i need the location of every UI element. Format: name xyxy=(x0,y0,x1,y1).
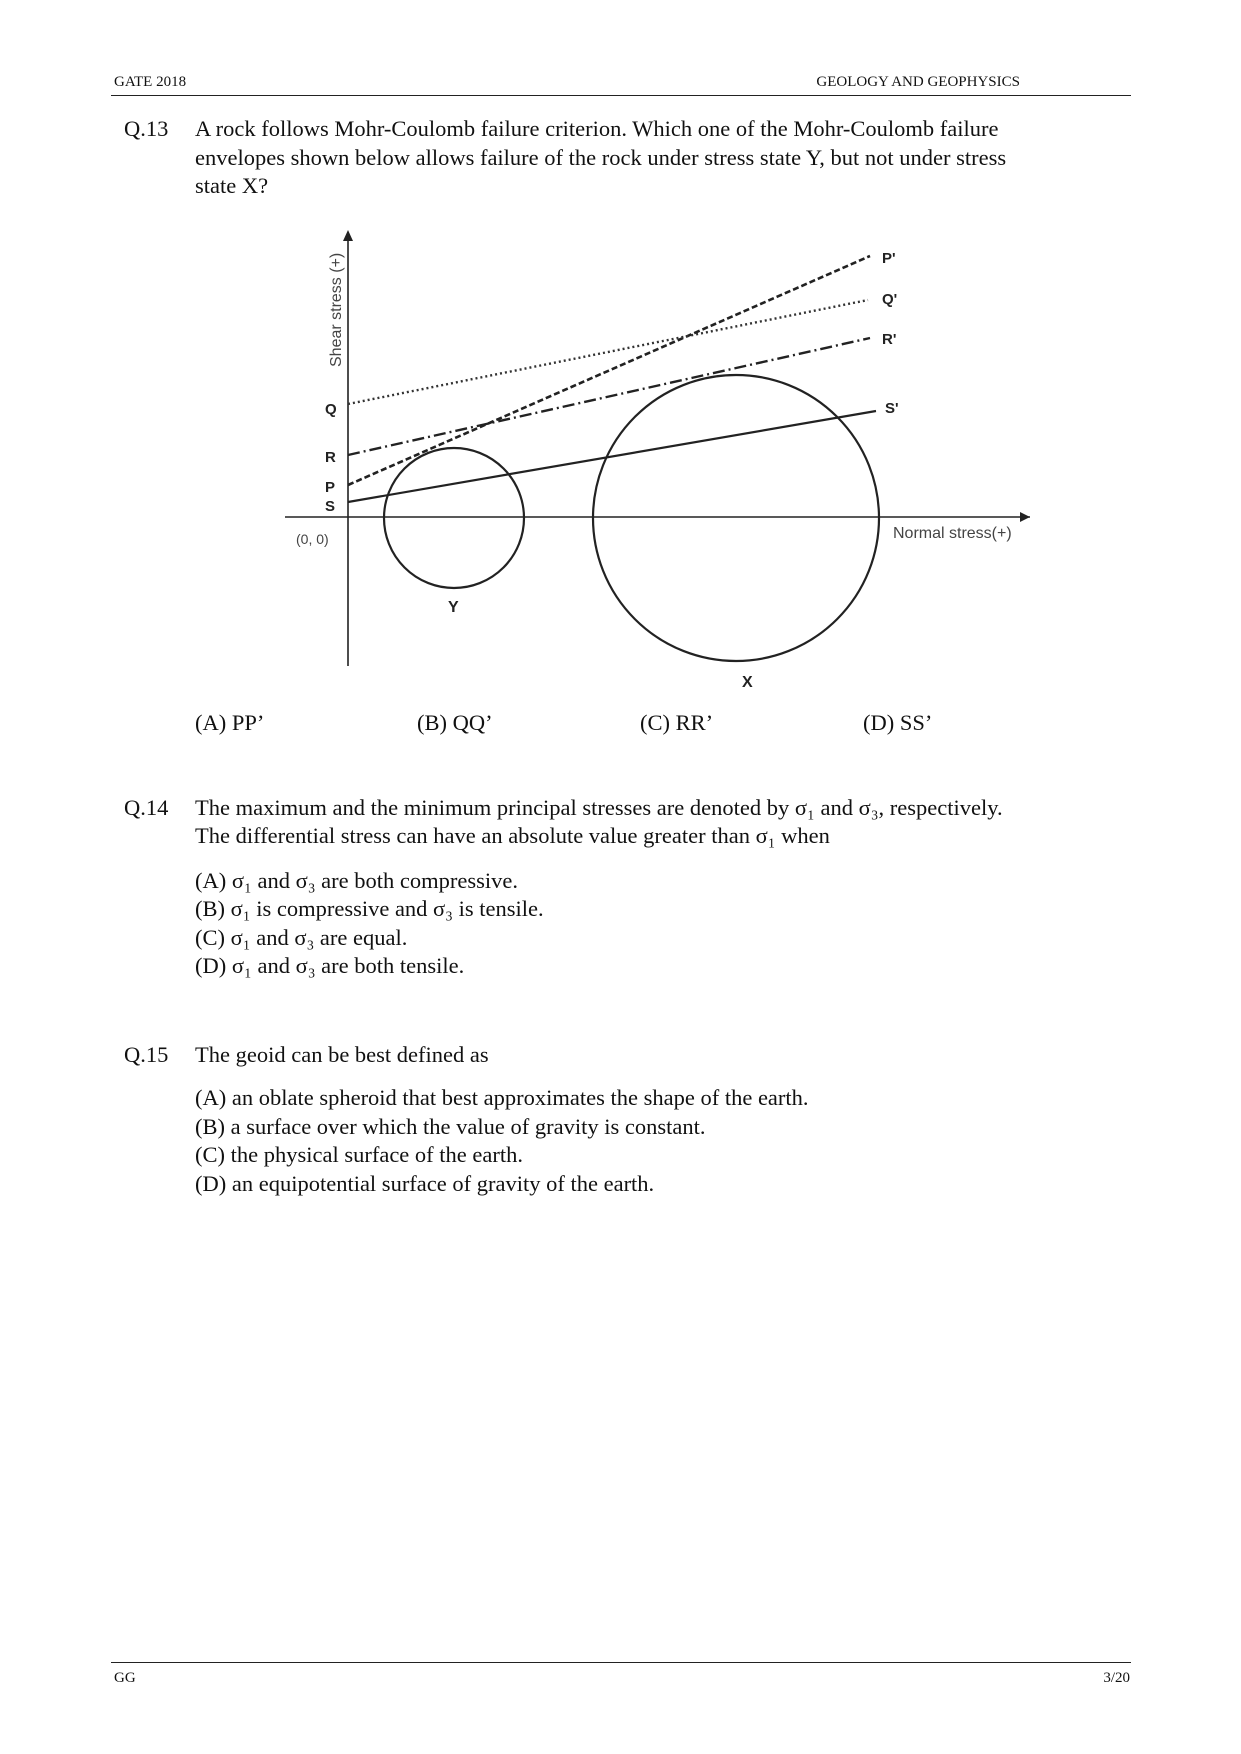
q15-text-line1: The geoid can be best defined as xyxy=(195,1042,489,1067)
origin-label: (0, 0) xyxy=(296,531,329,547)
end-label-s: S' xyxy=(885,400,899,417)
y-axis-label: Shear stress (+) xyxy=(328,252,345,367)
intercept-label-s: S xyxy=(325,498,336,515)
q14-option-d: (D) σ₁ and σ₃ are both tensile. xyxy=(195,953,465,978)
q15-option-a: (A) an oblate spheroid that best approximates the shape of the earth. xyxy=(195,1085,809,1110)
intercept-label-p: P xyxy=(325,479,336,496)
q13-text-line1: A rock follows Mohr-Coulomb failure criterion. Which one of the Mohr-Coulomb failure xyxy=(195,116,999,141)
envelope-rr xyxy=(348,338,870,455)
circle-label-x: X xyxy=(742,674,753,691)
q13-number: Q.13 xyxy=(124,116,169,141)
normal-axis-arrow-icon xyxy=(1020,512,1030,522)
x-axis-label: Normal stress(+) xyxy=(893,525,1012,542)
mohr-circle-y xyxy=(384,448,524,588)
circle-label-y: Y xyxy=(448,599,459,616)
q15-option-b: (B) a surface over which the value of gravity is constant. xyxy=(195,1114,706,1139)
q13-option-c: (C) RR’ xyxy=(640,710,714,735)
q13-option-d: (D) SS’ xyxy=(863,710,933,735)
q13-option-b: (B) QQ’ xyxy=(417,710,493,735)
envelope-ss xyxy=(348,411,876,502)
q14-option-a: (A) σ₁ and σ₃ are both compressive. xyxy=(195,868,518,893)
end-label-p: P' xyxy=(882,250,896,267)
footer-paper-code: GG xyxy=(114,1670,136,1686)
q15-option-c: (C) the physical surface of the earth. xyxy=(195,1142,523,1167)
end-label-r: R' xyxy=(882,331,897,348)
q14-option-c: (C) σ₁ and σ₃ are equal. xyxy=(195,925,408,950)
footer-rule xyxy=(111,1662,1131,1663)
end-label-q: Q' xyxy=(882,291,898,308)
intercept-label-r: R xyxy=(325,449,336,466)
header-subject: GEOLOGY AND GEOPHYSICS xyxy=(816,74,1020,90)
q14-number: Q.14 xyxy=(124,795,169,820)
q15-number: Q.15 xyxy=(124,1042,169,1067)
q15-option-d: (D) an equipotential surface of gravity of the earth. xyxy=(195,1171,655,1196)
header-exam-name: GATE 2018 xyxy=(114,74,187,90)
q13-option-a: (A) PP’ xyxy=(195,710,265,735)
header-rule xyxy=(111,95,1131,96)
shear-axis-arrow-icon xyxy=(343,230,353,241)
q14-option-b: (B) σ₁ is compressive and σ₃ is tensile. xyxy=(195,896,544,921)
q13-text-line2: envelopes shown below allows failure of the rock under stress state Y, but not under stress xyxy=(195,145,1007,170)
footer-page-number: 3/20 xyxy=(1103,1670,1130,1686)
intercept-label-q: Q xyxy=(325,401,337,418)
q13-text-line3: state X? xyxy=(195,173,269,198)
mohr-coulomb-diagram xyxy=(270,222,1040,702)
q14-text-line2: The differential stress can have an absolute value greater than σ₁ when xyxy=(195,823,830,848)
envelope-qq xyxy=(348,300,868,404)
q14-text-line1: The maximum and the minimum principal stresses are denoted by σ₁ and σ₃, respectively. xyxy=(195,795,1003,820)
